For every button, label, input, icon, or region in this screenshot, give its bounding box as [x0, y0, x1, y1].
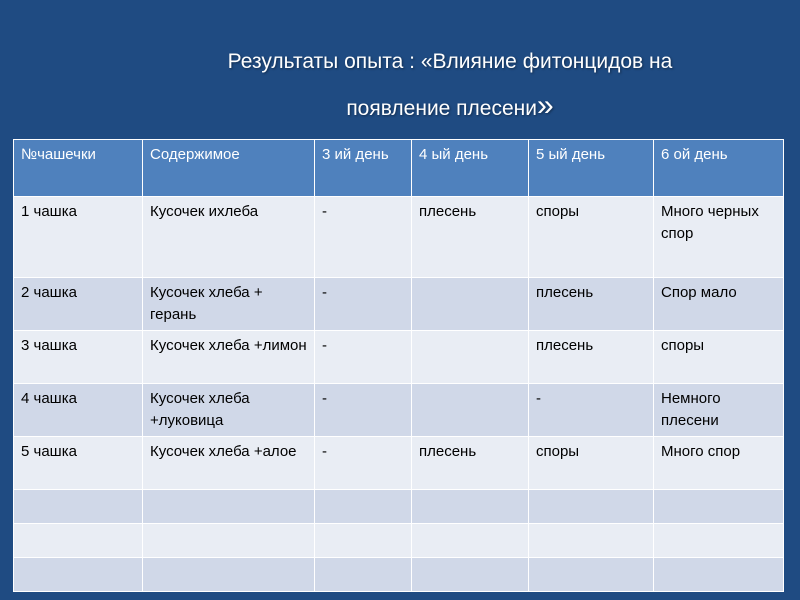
table-cell: Много спор	[654, 437, 784, 490]
table-cell: плесень	[529, 278, 654, 331]
header-cell-day-3: 3 ий день	[315, 140, 412, 197]
table-cell: -	[315, 384, 412, 437]
table-cell: споры	[529, 197, 654, 278]
table-cell-empty	[529, 558, 654, 592]
table-cell: 2 чашка	[14, 278, 143, 331]
table-cell-empty	[143, 524, 315, 558]
header-row	[14, 140, 784, 197]
title-closing-quote: »	[537, 89, 554, 122]
table-cell: Кусочек хлеба + герань	[143, 278, 315, 331]
title-line-2	[150, 85, 750, 132]
table-cell-empty	[654, 490, 784, 524]
title-line-1: Результаты опыта : «Влияние фитонцидов на	[227, 50, 673, 73]
table-row	[14, 197, 784, 278]
table-cell: -	[529, 384, 654, 437]
results-table	[13, 139, 784, 592]
table-cell-empty	[143, 558, 315, 592]
table-cell-empty	[315, 490, 412, 524]
table-cell-empty	[14, 558, 143, 592]
table-cell-empty	[654, 558, 784, 592]
table-cell: 5 чашка	[14, 437, 143, 490]
table-cell: Кусочек хлеба +лимон	[143, 331, 315, 384]
header-cell-day-4: 4 ый день	[412, 140, 529, 197]
title-line-2-text: появление плесени	[346, 97, 537, 120]
table-cell: Немного плесени	[654, 384, 784, 437]
header-cell-day-5: 5 ый день	[529, 140, 654, 197]
table-cell-empty	[529, 524, 654, 558]
table-cell-empty	[412, 558, 529, 592]
table-cell-empty	[14, 524, 143, 558]
table-cell-empty	[529, 490, 654, 524]
table-cell: плесень	[412, 197, 529, 278]
table-cell-empty	[654, 524, 784, 558]
table-row-empty	[14, 490, 784, 524]
table-cell	[412, 331, 529, 384]
table-cell-empty	[315, 524, 412, 558]
table-cell: Кусочек хлеба +алое	[143, 437, 315, 490]
table-cell: -	[315, 437, 412, 490]
table-cell: споры	[654, 331, 784, 384]
table-cell-empty	[14, 490, 143, 524]
table-row	[14, 278, 784, 331]
table-cell: споры	[529, 437, 654, 490]
slide-title	[150, 38, 750, 132]
table-cell-empty	[412, 490, 529, 524]
table-row	[14, 437, 784, 490]
table-cell	[412, 384, 529, 437]
table-cell: плесень	[412, 437, 529, 490]
table-cell: 3 чашка	[14, 331, 143, 384]
table-cell: Спор мало	[654, 278, 784, 331]
table-cell: -	[315, 331, 412, 384]
table-cell-empty	[412, 524, 529, 558]
table-cell: плесень	[529, 331, 654, 384]
table-row	[14, 384, 784, 437]
table-cell: Кусочек хлеба +луковица	[143, 384, 315, 437]
table-cell: 4 чашка	[14, 384, 143, 437]
table-cell	[412, 278, 529, 331]
table-cell: -	[315, 278, 412, 331]
table-cell: -	[315, 197, 412, 278]
table-cell: Много черных спор	[654, 197, 784, 278]
table-row-empty	[14, 524, 784, 558]
header-cell-number: №чашечки	[14, 140, 143, 197]
table-cell: 1 чашка	[14, 197, 143, 278]
header-cell-content: Содержимое	[143, 140, 315, 197]
table-row-empty	[14, 558, 784, 592]
table-cell-empty	[315, 558, 412, 592]
table-cell-empty	[143, 490, 315, 524]
table-row	[14, 331, 784, 384]
header-cell-day-6: 6 ой день	[654, 140, 784, 197]
table-cell: Кусочек ихлеба	[143, 197, 315, 278]
